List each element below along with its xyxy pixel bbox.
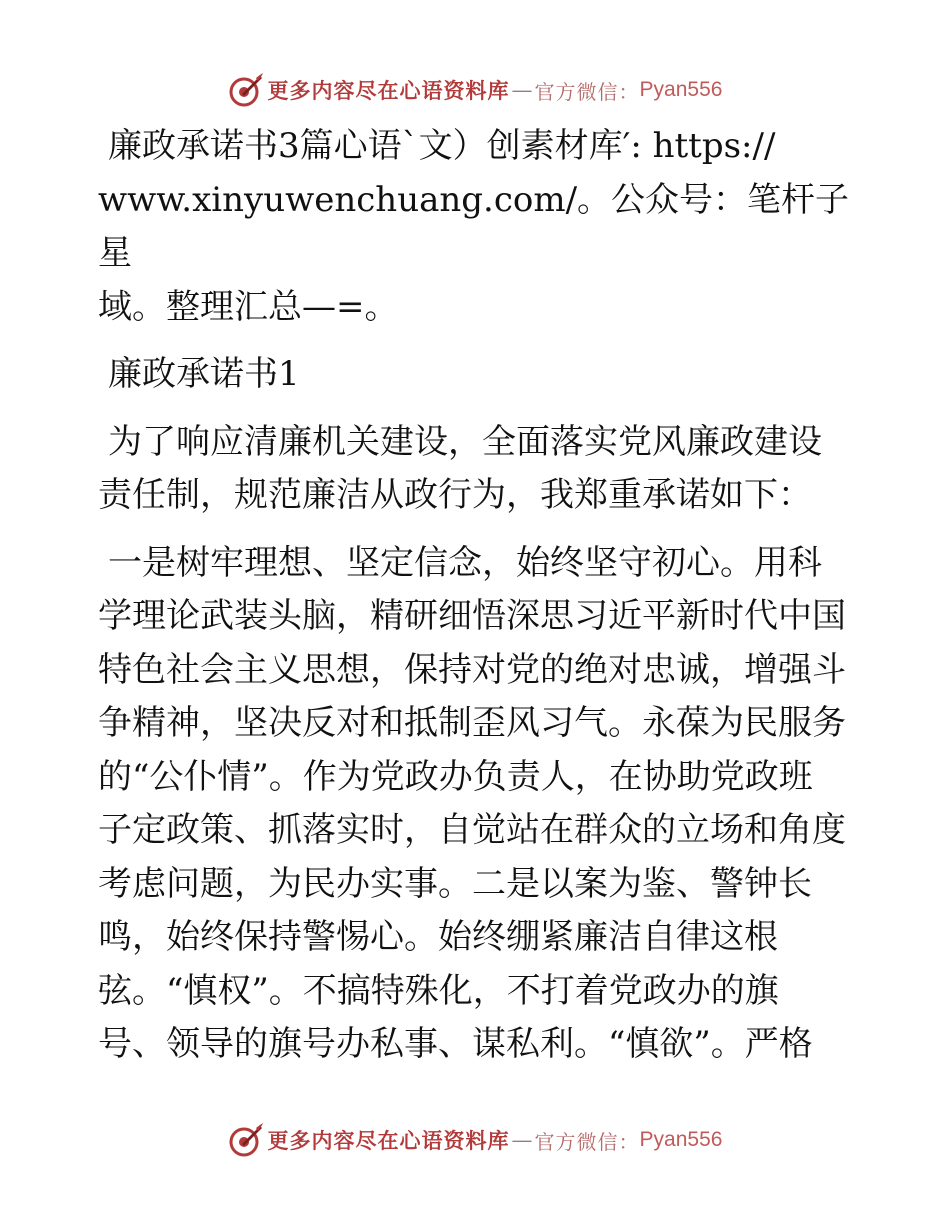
footer-watermark-banner: [0, 1120, 950, 1160]
para2-line: 争精神，坚决反对和抵制歪风习气。永葆为民服务: [98, 703, 846, 743]
para2-line: 弦。“慎权”。不搞特殊化，不打着党政办的旗: [98, 970, 779, 1011]
para2-line: 的“公仆情”。作为党政办负责人，在协助党政班: [98, 756, 813, 797]
intro-line-3: 域。整理汇总—=。: [98, 286, 399, 327]
para2-line: 特色社会主义思想，保持对党的绝对忠诚，增强斗: [98, 649, 846, 690]
watermark-dash: —: [511, 78, 533, 102]
watermark-wechat-label: 官方微信：: [534, 1129, 640, 1154]
para2-line: 子定政策、抓落实时，自觉站在群众的立场和角度: [98, 810, 846, 850]
para2-line: 鸣，始终保持警惕心。始终绷紧廉洁自律这根: [98, 917, 778, 957]
para2-line: 一是树牢理想、坚定信念，始终坚守初心。用科: [108, 542, 822, 583]
para2-line: 考虑问题，为民办实事。二是以案为鉴、警钟长: [98, 863, 812, 904]
intro-line-2: www.xinyuwenchuang.com/。公众号：笔杆子星: [98, 179, 850, 273]
watermark-main-text: 更多内容尽在心语资料库: [267, 1128, 510, 1153]
header-watermark-banner: [0, 70, 950, 110]
para1-line-1: 为了响应清廉机关建设，全面落实党风廉政建设: [108, 421, 822, 462]
document-body: [98, 120, 858, 1072]
quill-logo-icon: [228, 72, 264, 108]
watermark-wechat-id: Pyan556: [639, 78, 723, 101]
intro-line-1: 廉政承诺书3篇心语`文）创素材库′: https://: [108, 126, 776, 166]
section-title: 廉政承诺书1: [108, 354, 300, 394]
para2-line: 号、领导的旗号办私事、谋私利。“慎欲”。严格: [98, 1024, 813, 1064]
quill-logo-icon: [228, 1122, 264, 1158]
watermark-wechat-label: 官方微信：: [534, 79, 640, 104]
watermark-main-text: 更多内容尽在心语资料库: [267, 78, 510, 103]
watermark-wechat-id: Pyan556: [639, 1128, 723, 1151]
para1-line-2: 责任制，规范廉洁从政行为，我郑重承诺如下：: [98, 475, 812, 515]
watermark-dash: —: [511, 1128, 533, 1152]
para2-line: 学理论武装头脑，精研细悟深思习近平新时代中国: [98, 596, 846, 636]
